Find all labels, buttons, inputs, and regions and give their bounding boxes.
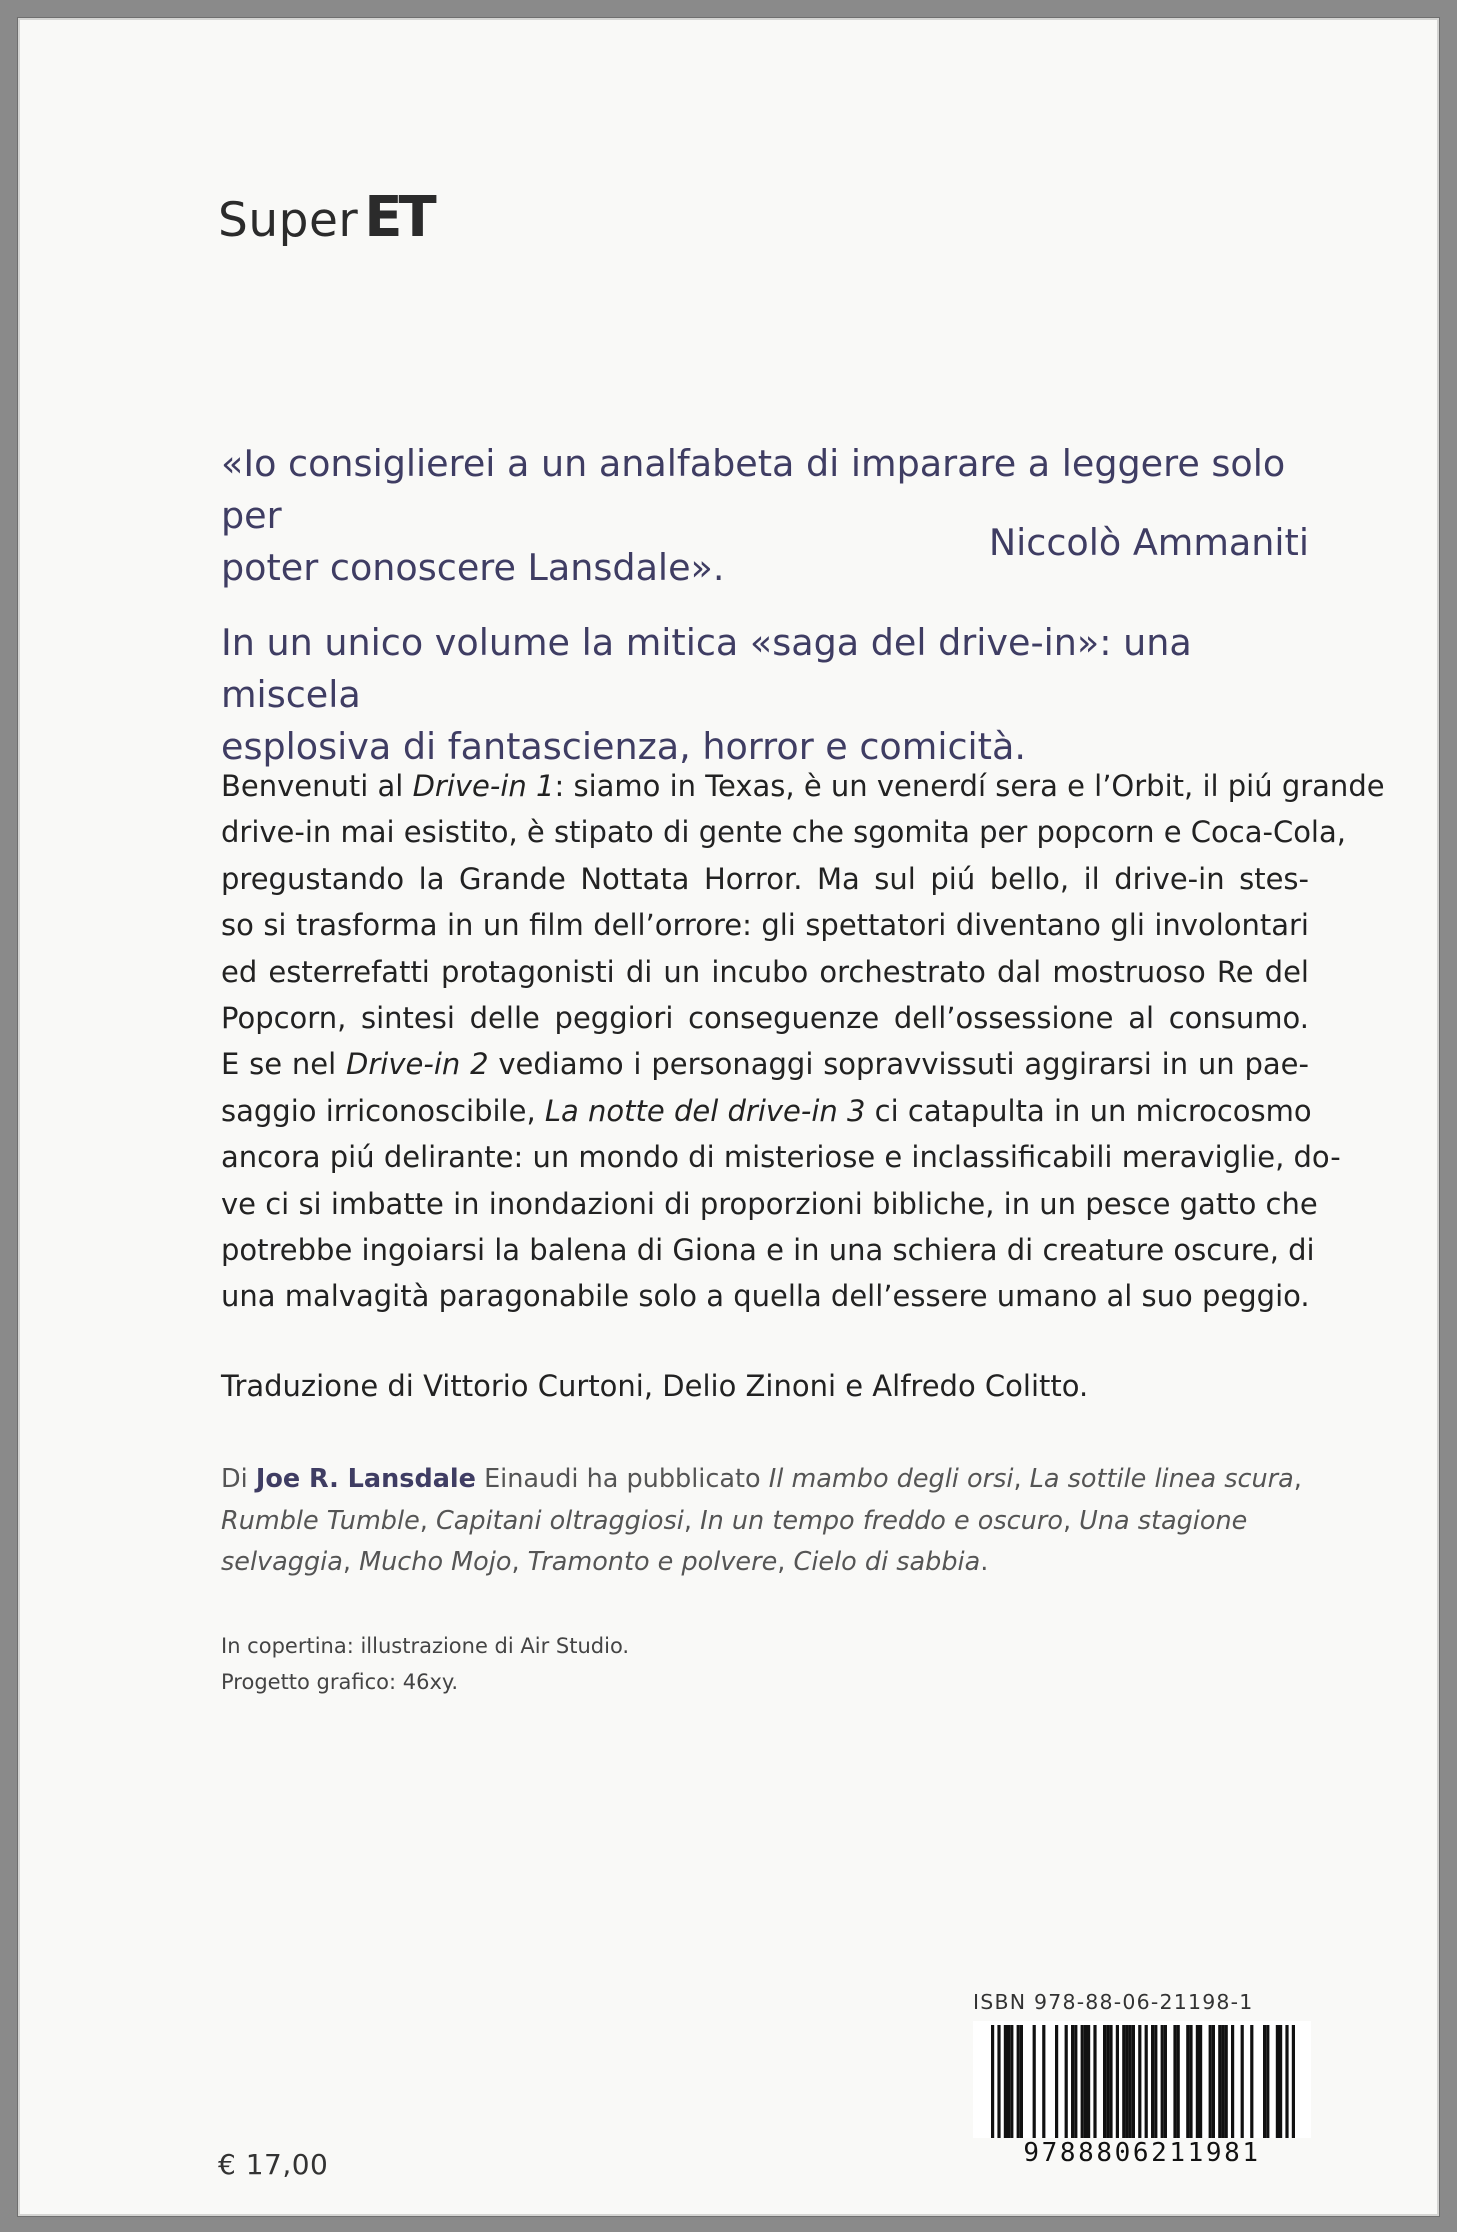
barcode-bar (1161, 2025, 1164, 2139)
barcode-bar (1074, 2025, 1077, 2139)
barcode-bar (1007, 2025, 1010, 2139)
back-cover (17, 17, 1440, 2217)
barcode-bar (1084, 2025, 1087, 2139)
design-credit: Progetto grafico: 46xy. (221, 1670, 459, 1694)
barcode-bar (1042, 2025, 1045, 2139)
barcode-bar (1087, 2025, 1090, 2139)
barcode-bar (1241, 2025, 1244, 2139)
synopsis-line: ve ci si imbatte in inondazioni di proporzioni bibliche, in un pesce gatto che (221, 1186, 1318, 1221)
book-title: Mucho Mojo (359, 1547, 512, 1577)
author-name: Joe R. Lansdale (255, 1464, 476, 1494)
synopsis-line: Benvenuti al Drive-in 1: siamo in Texas, è un venerdí sera e l’Orbit, il piú grande (221, 769, 1385, 803)
barcode-bar (1065, 2025, 1068, 2139)
barcode-bar (1103, 2025, 1106, 2139)
book-title: Tramonto e polvere (527, 1547, 778, 1577)
synopsis-line: ancora piú delirante: un mondo di misteriose e inclassificabili meraviglie, do- (221, 1140, 1341, 1175)
barcode-bar (1225, 2025, 1228, 2139)
barcode-bar (1276, 2025, 1279, 2139)
barcode-bar (1093, 2025, 1096, 2139)
cover-credit: In copertina: illustrazione di Air Studio. (221, 1634, 630, 1658)
barcode-bar (1020, 2025, 1023, 2139)
barcode-bar (1209, 2025, 1212, 2139)
blurb-line-2: esplosiva di fantascienza, horror e comicità. (221, 725, 1026, 768)
barcode-bar (1154, 2025, 1157, 2139)
barcode-bar (1231, 2025, 1234, 2139)
synopsis-line: drive-in mai esistito, è stipato di gente che sgomita per popcorn e Coca-Cola, (221, 815, 1346, 850)
barcode-bar (1164, 2025, 1167, 2139)
isbn-label: ISBN 978-88-06-21198-1 (973, 1990, 1254, 2014)
barcode-bar (1033, 2025, 1036, 2139)
barcode-bar (1106, 2025, 1109, 2139)
book-title: Una stagione selvaggia (221, 1505, 1248, 1577)
barcode-bar (1055, 2025, 1058, 2139)
barcode-bar (1266, 2025, 1269, 2139)
quote-line-2: poter conoscere Lansdale». (221, 546, 725, 589)
review-quote (221, 438, 1326, 594)
price: € 17,00 (218, 2148, 329, 2181)
barcode-bar (1186, 2025, 1189, 2139)
barcode-bar (1177, 2025, 1180, 2139)
book-title: Rumble Tumble (221, 1505, 420, 1536)
book-title: La sottile linea scura (1029, 1464, 1294, 1494)
barcode-bar (1116, 2025, 1119, 2139)
synopsis-line: ed esterrefatti protagonisti di un incubo orchestrato dal mostruoso Re del (221, 954, 1309, 989)
title-drive-in-2: Drive-in 2 (346, 1047, 489, 1082)
publisher-logo (218, 174, 433, 251)
blurb-line-1: In un unico volume la mitica «saga del drive-in»: una miscela (221, 621, 1192, 716)
barcode-bar (1122, 2025, 1125, 2139)
barcode-bar (1218, 2025, 1221, 2139)
quote-author: Niccolò Ammaniti (988, 521, 1309, 564)
book-list: Il mambo degli orsi, La sottile linea scura, Rumble Tumble, Capitani oltraggiosi, In un tempo freddo e oscuro, Una stagione selvaggia, Mucho Mojo, Tramonto e polvere, Cielo di sabbia. (221, 1464, 1302, 1577)
barcode-bar (1129, 2025, 1132, 2139)
book-title: Cielo di sabbia (793, 1547, 981, 1577)
barcode-bar (1279, 2025, 1282, 2139)
barcode-bar (1189, 2025, 1192, 2139)
synopsis-line: pregustando la Grande Nottata Horror. Ma sul piú bello, il drive-in stes- (221, 861, 1309, 896)
barcode-bar (1004, 2025, 1007, 2139)
barcode-bar (1221, 2025, 1224, 2139)
barcode-bar (1199, 2025, 1202, 2139)
author-bibliography: Di Joe R. Lansdale Einaudi ha pubblicato Il mambo degli orsi, La sottile linea scura, Rumble Tumble, Capitani oltraggiosi, In un tempo freddo e oscuro, Una stagione selvaggia, Mucho Mojo, Tramonto e polvere, Cielo di sabbia. (221, 1464, 1302, 1577)
barcode-bar (1132, 2025, 1135, 2139)
synopsis (221, 763, 1385, 1320)
barcode-bar (1081, 2025, 1084, 2139)
translation-credit: Traduzione di Vittorio Curtoni, Delio Zinoni e Alfredo Colitto. (221, 1369, 1089, 1403)
logo-super: Super (218, 193, 359, 248)
synopsis-line: una malvagità paragonabile solo a quella dell’essere umano al suo peggio. (221, 1279, 1310, 1314)
title-drive-in-3: La notte del drive-in 3 (544, 1093, 866, 1128)
synopsis-line: Popcorn, sintesi delle peggiori conseguenze dell’ossessione al consumo. (221, 1001, 1309, 1036)
barcode-bar (1010, 2025, 1013, 2139)
barcode-bar (1173, 2025, 1176, 2139)
book-title: Il mambo degli orsi (768, 1464, 1014, 1494)
barcode-bar (1151, 2025, 1154, 2139)
blurb (221, 617, 1326, 773)
barcode-bar (1071, 2025, 1074, 2139)
barcode-bar (1125, 2025, 1128, 2139)
barcode-digits: 9788806211981 (973, 2138, 1311, 2168)
logo-et: ET (364, 185, 433, 251)
barcode-bar (1212, 2025, 1215, 2139)
barcode-bar (1109, 2025, 1112, 2139)
barcode-bar (1196, 2025, 1199, 2139)
title-drive-in-1: Drive-in 1 (412, 769, 555, 803)
synopsis-line: potrebbe ingoiarsi la balena di Giona e in una schiera di creature oscure, di (221, 1233, 1315, 1268)
synopsis-line: so si trasforma in un film dell’orrore: gli spettatori diventano gli involontari (221, 908, 1309, 943)
book-title: In un tempo freddo e oscuro (700, 1505, 1063, 1536)
barcode-bar (1250, 2025, 1253, 2139)
barcode-bar (1263, 2025, 1266, 2139)
book-title: Capitani oltraggiosi (435, 1505, 684, 1536)
synopsis-line: E se nel Drive-in 2 vediamo i personaggi sopravvissuti aggirarsi in un pae- (221, 1047, 1309, 1082)
credits (221, 1628, 921, 1700)
quote-line-1: «Io consiglierei a un analfabeta di imparare a leggere solo per (221, 442, 1286, 537)
barcode-bar (1017, 2025, 1020, 2139)
synopsis-line: saggio irriconoscibile, La notte del drive-in 3 ci catapulta in un microcosmo (221, 1093, 1312, 1128)
